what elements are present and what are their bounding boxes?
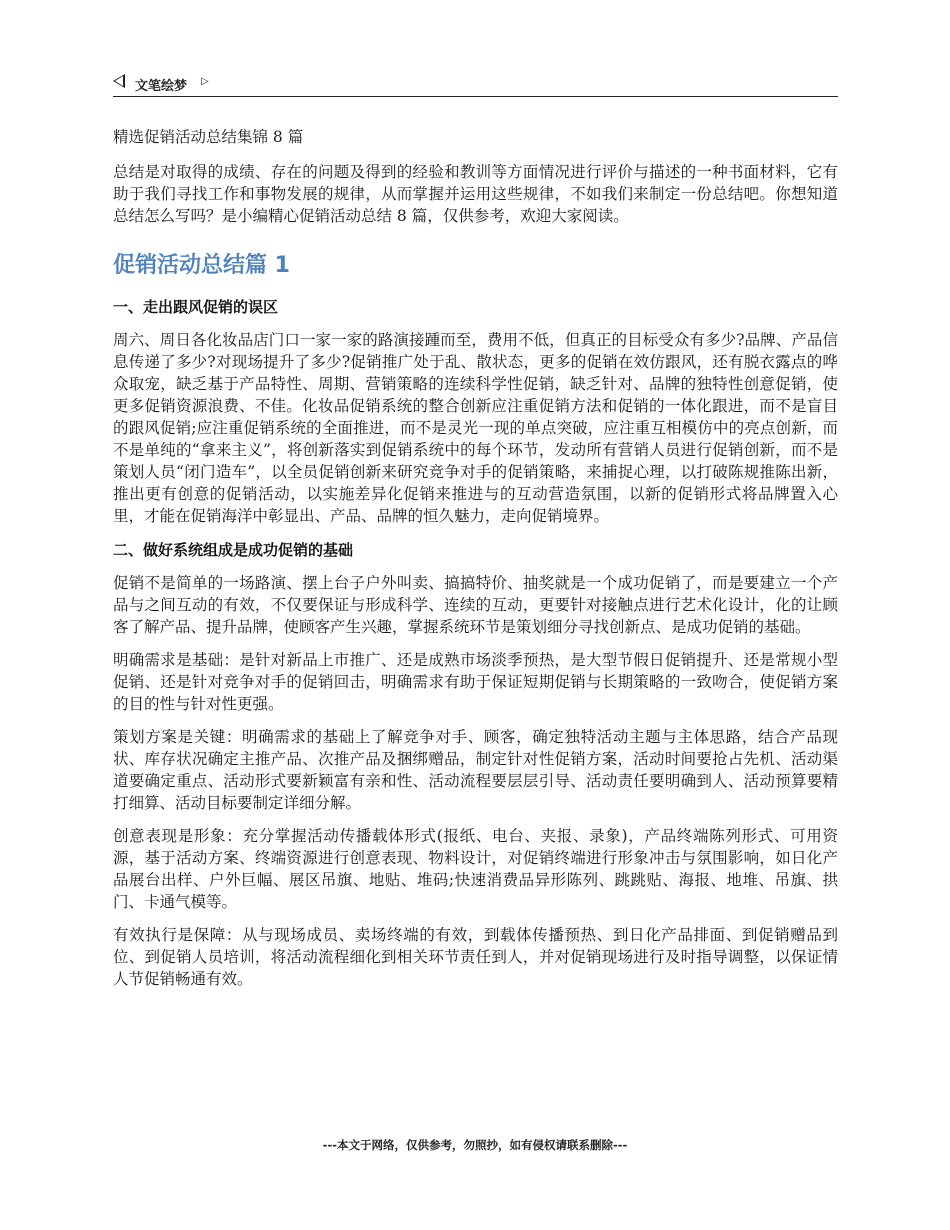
paragraph: 周六、周日各化妆品店门口一家一家的路演接踵而至，费用不低，但真正的目标受众有多少?品牌、产品信息传递了多少?对现场提升了多少?促销推广处于乱、散状态，更多的促销在效仿跟风，还有脱衣露点的哗众取宠，缺乏基于产品特性、周期、营销策略的连续科学性促销，缺乏针对、品牌的独特性创意促销，使更多促销资源浪费、不佳。化妆品促销系统的整合创新应注重促销方法和促销的一体化跟进，而不是盲目的跟风促销;应注重促销系统的全面推进，而不是灵光一现的单点突破，应注重互相模仿中的亮点创新，而不是单纯的“拿来主义”，将创新落实到促销系统中的每个环节，发动所有营销人员进行促销创新，而不是策划人员“闭门造车”，以全员促销创新来研究竞争对手的促销策略，来捕捉心理，以打破陈规推陈出新，推出更有创意的促销活动，以实施差异化促销来推进与的互动营造氛围，以新的促销形式将品牌置入心里，才能在促销海洋中彰显出、产品、品牌的恒久魅力，走向促销境界。 [113,331,838,525]
paragraph: 策划方案是关键：明确需求的基础上了解竞争对手、顾客，确定独特活动主题与主体思路，结合产品现状、库存状况确定主推产品、次推产品及捆绑赠品，制定针对性促销方案，活动时间要抢占先机、活动渠道要确定重点、活动形式要新颖富有亲和性、活动流程要层层引导、活动责任要明确到人、活动预算要精打细算、活动目标要制定详细分解。 [113,728,838,812]
document-title: 精选促销活动总结集锦 8 篇 [113,128,304,146]
paragraph: 有效执行是保障：从与现场成员、卖场终端的有效，到载体传播预热、到日化产品排面、到促销赠品到位、到促销人员培训，将活动流程细化到相关环节责任到人，并对促销现场进行及时指导调整，以保证情人节促销畅通有效。 [113,926,838,988]
paragraph: 促销不是简单的一场路演、摆上台子户外叫卖、搞搞特价、抽奖就是一个成功促销了，而是要建立一个产品与之间互动的有效，不仅要保证与形成科学、连续的互动，更要针对接触点进行艺术化设计，化的让顾客了解产品、提升品牌，使顾客产生兴趣，掌握系统环节是策划细分寻找创新点、是成功促销的基础。 [113,574,838,636]
intro-paragraph: 总结是对取得的成绩、存在的问题及得到的经验和教训等方面情况进行评价与描述的一种书面材料，它有助于我们寻找工作和事物发展的规律，从而掌握并运用这些规律，不如我们来制定一份总结吧。你想知道总结怎么写吗？是小编精心促销活动总结 8 篇，仅供参考，欢迎大家阅读。 [113,163,838,225]
triangle-left-icon [113,74,125,88]
section-heading: 促销活动总结篇 1 [113,253,290,278]
paragraph: 明确需求是基础：是针对新品上市推广、还是成熟市场淡季预热，是大型节假日促销提升、还是常规小型促销、还是针对竞争对手的促销回击，明确需求有助于保证短期促销与长期策略的一致吻合，使促销方案的目的性与针对性更强。 [113,651,838,713]
subsection-heading-1: 一、走出跟风促销的误区 [113,298,279,316]
page-header [113,72,838,97]
triangle-right-icon: ▷ [201,76,209,87]
subsection-heading-2: 二、做好系统组成是成功促销的基础 [113,541,354,559]
paragraph: 创意表现是形象：充分掌握活动传播载体形式(报纸、电台、夹报、录象)，产品终端陈列形式、可用资源，基于活动方案、终端资源进行创意表现、物料设计，对促销终端进行形象冲击与氛围影响，如日化产品展台出样、户外巨幅、展区吊旗、地贴、堆码;快速消费品异形陈列、跳跳贴、海报、地堆、吊旗、拱门、卡通气模等。 [113,827,838,911]
header-brand: 文笔绘梦 [135,79,188,94]
document-body [113,126,838,1001]
footer-notice: ---本文于网络，仅供参考，勿照抄，如有侵权请联系删除--- [322,1138,628,1152]
